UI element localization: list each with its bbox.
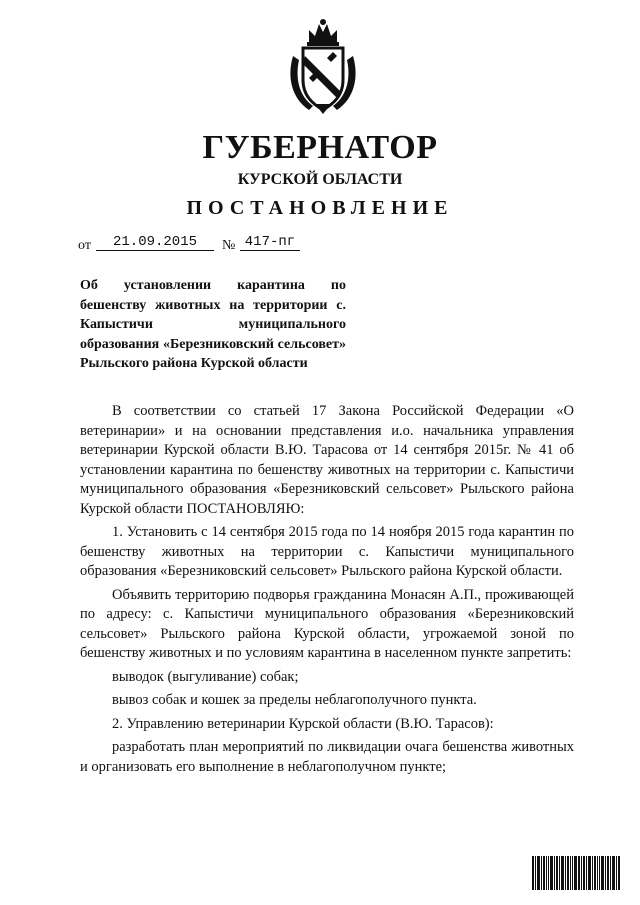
number-value: 417-пг [240, 234, 300, 251]
page-title: ГУБЕРНАТОР [202, 129, 438, 166]
document-meta [78, 234, 318, 254]
paragraph: В соответствии со статьей 17 Закона Российской Федерации «О ветеринарии» и на основании представления и.о. начальника управления ветеринарии Курской области В.Ю. Тарасова от 14 сентября 2015г. № 41 об установлении карантина по бешенству животных на территории с. Капыстичи муниципального образования «Березниковский сельсовет» Рыльского района Курской области ПОСТАНОВЛЯЮ: [80, 403, 574, 517]
paragraph: выводок (выгуливание) собак; [112, 668, 299, 685]
document-body [80, 402, 574, 781]
paragraph: 1. Установить с 14 сентября 2015 года по 14 ноября 2015 года карантин по бешенству животных на территории с. Капыстичи муниципального образования «Березниковский сельсовет» Рыльского района Курской области. [80, 524, 574, 579]
barcode-icon [532, 856, 620, 890]
paragraph: Объявить территорию подворья гражданина Монасян А.П., проживающей по адресу: с. Капыстичи муниципального образования «Березниковский сельсовет» Рыльского района Курской области, угрожаемой зоной по бешенству животных и по условиям карантина в населенном пункте запретить: [80, 586, 574, 661]
paragraph: разработать план мероприятий по ликвидации очага бешенства животных и организовать его выполнение в неблагополучном пункте; [80, 739, 574, 775]
paragraph: 2. Управлению ветеринарии Курской области (В.Ю. Тарасов): [112, 715, 494, 732]
date-value: 21.09.2015 [96, 234, 214, 251]
region-subtitle: КУРСКОЙ ОБЛАСТИ [237, 171, 403, 188]
number-label: № [222, 238, 236, 253]
document-type: ПОСТАНОВЛЕНИЕ [186, 197, 454, 219]
document-subject: Об установлении карантина по бешенству животных на территории с. Капыстичи муниципального образования «Березниковский сельсовет» Рыльского района Курской области [80, 278, 346, 371]
paragraph: вывоз собак и кошек за пределы неблагополучного пункта. [112, 692, 477, 708]
coat-of-arms-icon [285, 16, 361, 116]
date-label: от [78, 238, 91, 253]
